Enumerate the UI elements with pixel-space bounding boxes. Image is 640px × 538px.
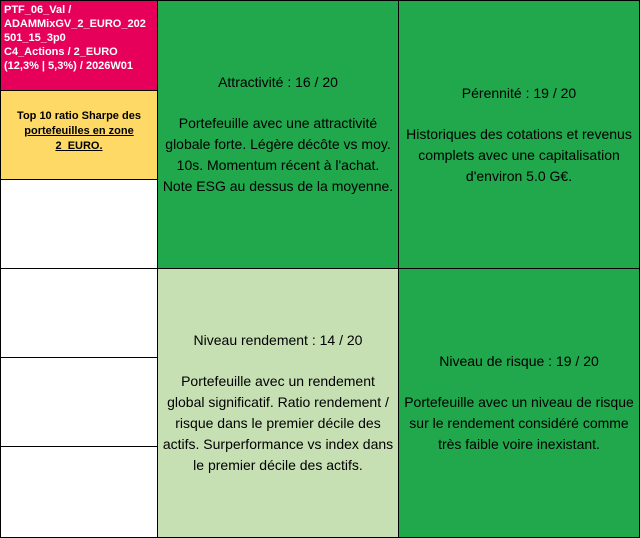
portfolio-line-3: 501_15_3p0 <box>4 32 66 44</box>
sharpe-highlight-text-3: 2_EURO. <box>55 140 103 152</box>
rendement-description: Portefeuille avec un rendement global significatif. Ratio rendement / risque dans le premier décile des actifs. Surperformance vs index dans le premier décile des actifs. <box>162 373 394 473</box>
attractivite-card <box>157 0 399 269</box>
portfolio-line-1: PTF_06_Val / <box>4 4 72 16</box>
empty-cell-3 <box>0 357 158 447</box>
portfolio-line-5: (12,3% | 5,3%) / 2026W01 <box>4 60 134 72</box>
attractivite-title: Attractivité : 16 / 20 <box>218 74 338 90</box>
perennite-description: Historiques des cotations et revenus complets avec une capitalisation d'environ 5.0 G€. <box>406 125 632 184</box>
sharpe-highlight-text-2: portefeuilles en zone <box>24 125 134 137</box>
risque-title: Niveau de risque : 19 / 20 <box>439 353 599 369</box>
portfolio-identifier-cell <box>0 0 158 91</box>
empty-cell-1 <box>0 179 158 269</box>
risque-description: Portefeuille avec un niveau de risque sur le rendement considéré comme très faible voire inexistant. <box>404 394 634 452</box>
empty-cell-2 <box>0 268 158 358</box>
portfolio-line-4: C4_Actions / 2_EURO <box>4 46 118 58</box>
rendement-card <box>157 268 399 538</box>
empty-cell-4 <box>0 446 158 538</box>
portfolio-line-2: ADAMMixGV_2_EURO_202 <box>4 18 146 30</box>
rendement-title: Niveau rendement : 14 / 20 <box>193 332 363 348</box>
perennite-title: Pérennité : 19 / 20 <box>461 84 577 101</box>
attractivite-description: Portefeuille avec une attractivité globale forte. Légère décôte vs moy. 10s. Momentum récent à l'achat. Note ESG au dessus de la moyenne. <box>162 115 394 194</box>
sharpe-highlight-cell <box>0 90 158 180</box>
perennite-card <box>398 0 640 269</box>
risque-card <box>398 268 640 538</box>
sharpe-highlight-text-1: Top 10 ratio Sharpe des <box>17 110 141 122</box>
